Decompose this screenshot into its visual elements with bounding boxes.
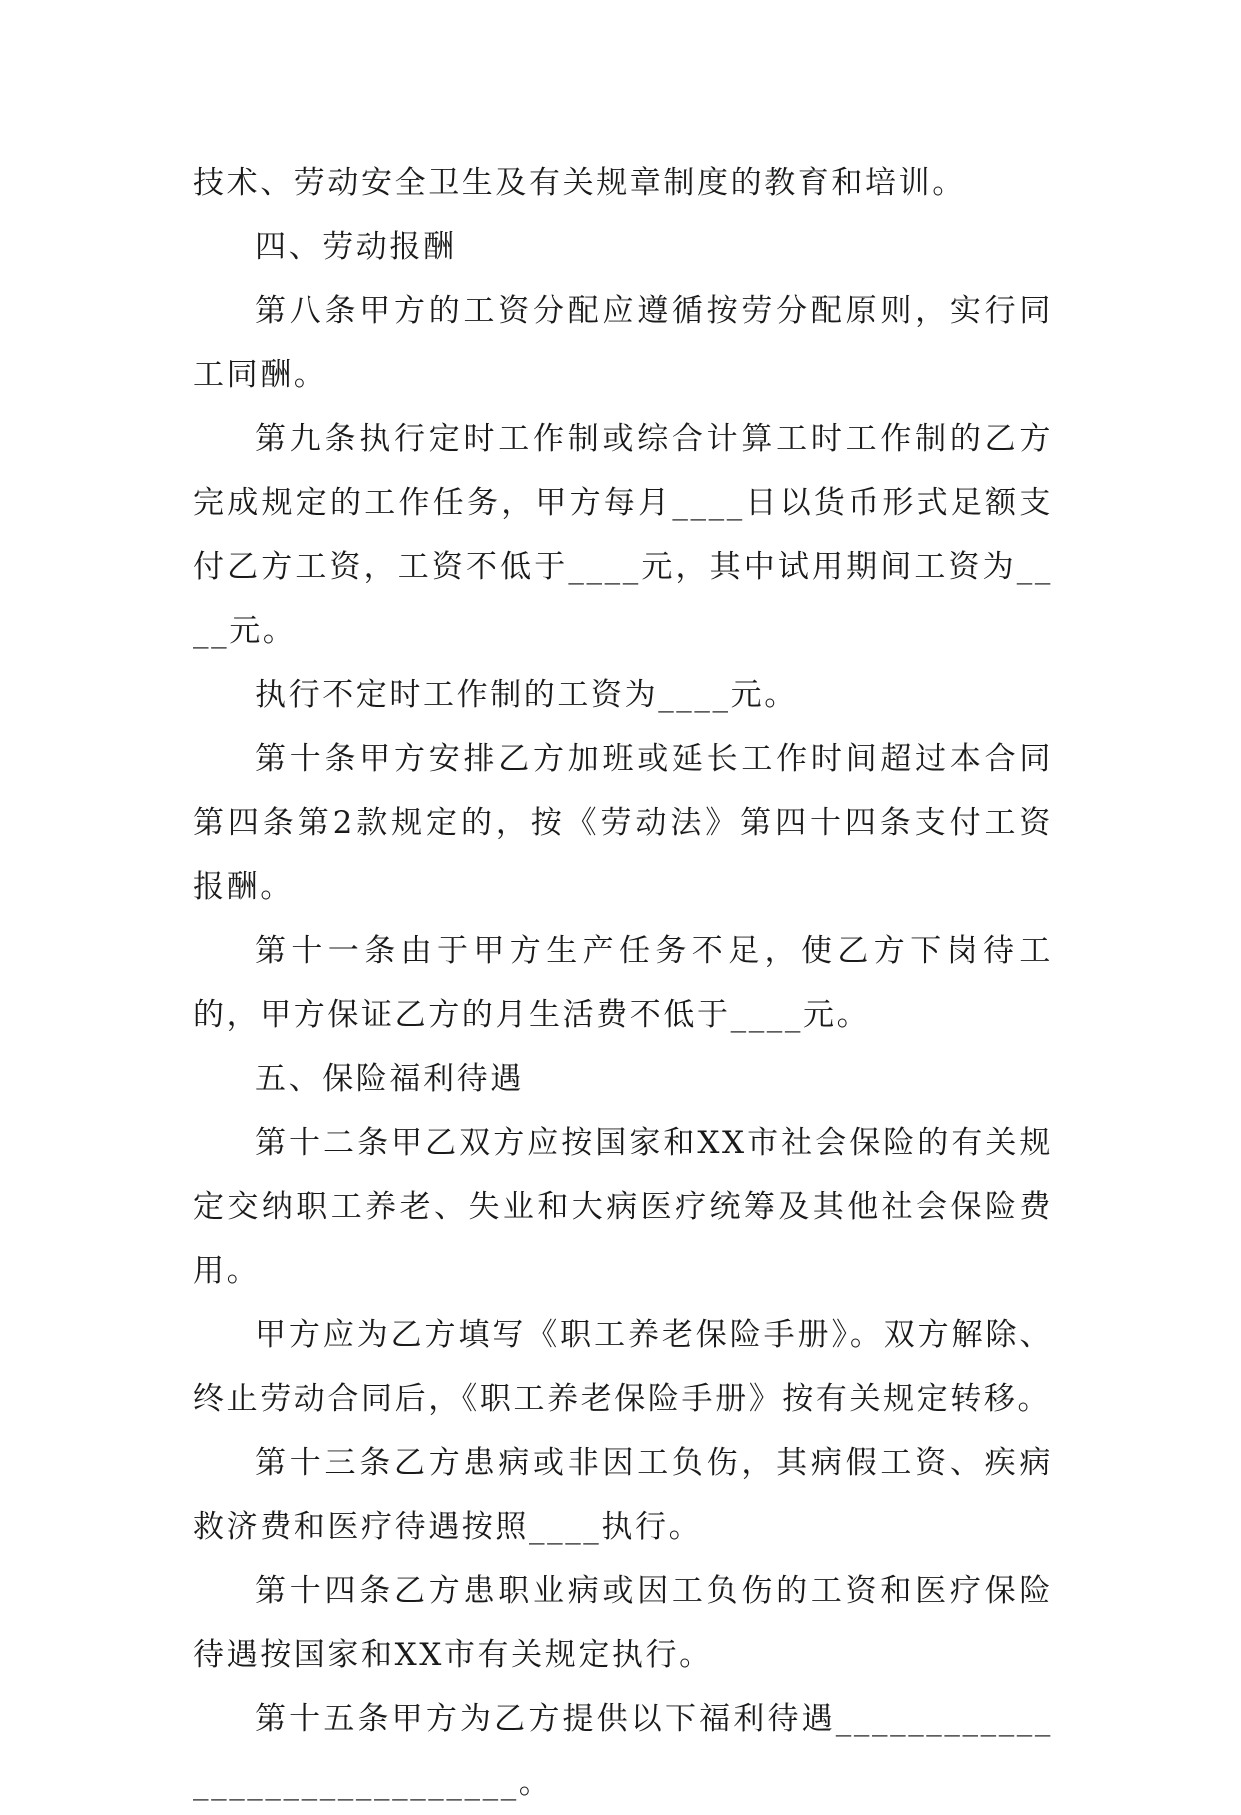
section-heading-insurance: 五、保险福利待遇 [255, 1061, 524, 1097]
article-13: 第十三条乙方患病或非因工负伤，其病假工资、疾病救济费和医疗待遇按照____执行。 [193, 1445, 1053, 1545]
article-8: 第八条甲方的工资分配应遵循按劳分配原则，实行同工同酬。 [193, 293, 1053, 393]
article-12-pension-handbook: 甲方应为乙方填写《职工养老保险手册》。双方解除、终止劳动合同后，《职工养老保险手册》按有关规定转移。 [193, 1317, 1053, 1417]
section-heading-remuneration: 四、劳动报酬 [255, 229, 457, 265]
document-body [193, 151, 1053, 1815]
article-9-flexible-wage: 执行不定时工作制的工资为____元。 [255, 677, 798, 713]
article-12: 第十二条甲乙双方应按国家和XX市社会保险的有关规定交纳职工养老、失业和大病医疗统筹及其他社会保险费用。 [193, 1125, 1053, 1289]
article-10: 第十条甲方安排乙方加班或延长工作时间超过本合同第四条第2款规定的，按《劳动法》第四十四条支付工资报酬。 [193, 741, 1053, 905]
article-14: 第十四条乙方患职业病或因工负伤的工资和医疗保险待遇按国家和XX市有关规定执行。 [193, 1573, 1053, 1673]
paragraph-training: 技术、劳动安全卫生及有关规章制度的教育和培训。 [193, 165, 966, 201]
article-11: 第十一条由于甲方生产任务不足，使乙方下岗待工的，甲方保证乙方的月生活费不低于____元。 [193, 933, 1053, 1033]
article-15: 第十五条甲方为乙方提供以下福利待遇______________________________。 [193, 1701, 1053, 1801]
article-9: 第九条执行定时工作制或综合计算工时工作制的乙方完成规定的工作任务，甲方每月____日以货币形式足额支付乙方工资，工资不低于____元，其中试用期间工资为____元。 [193, 421, 1053, 649]
